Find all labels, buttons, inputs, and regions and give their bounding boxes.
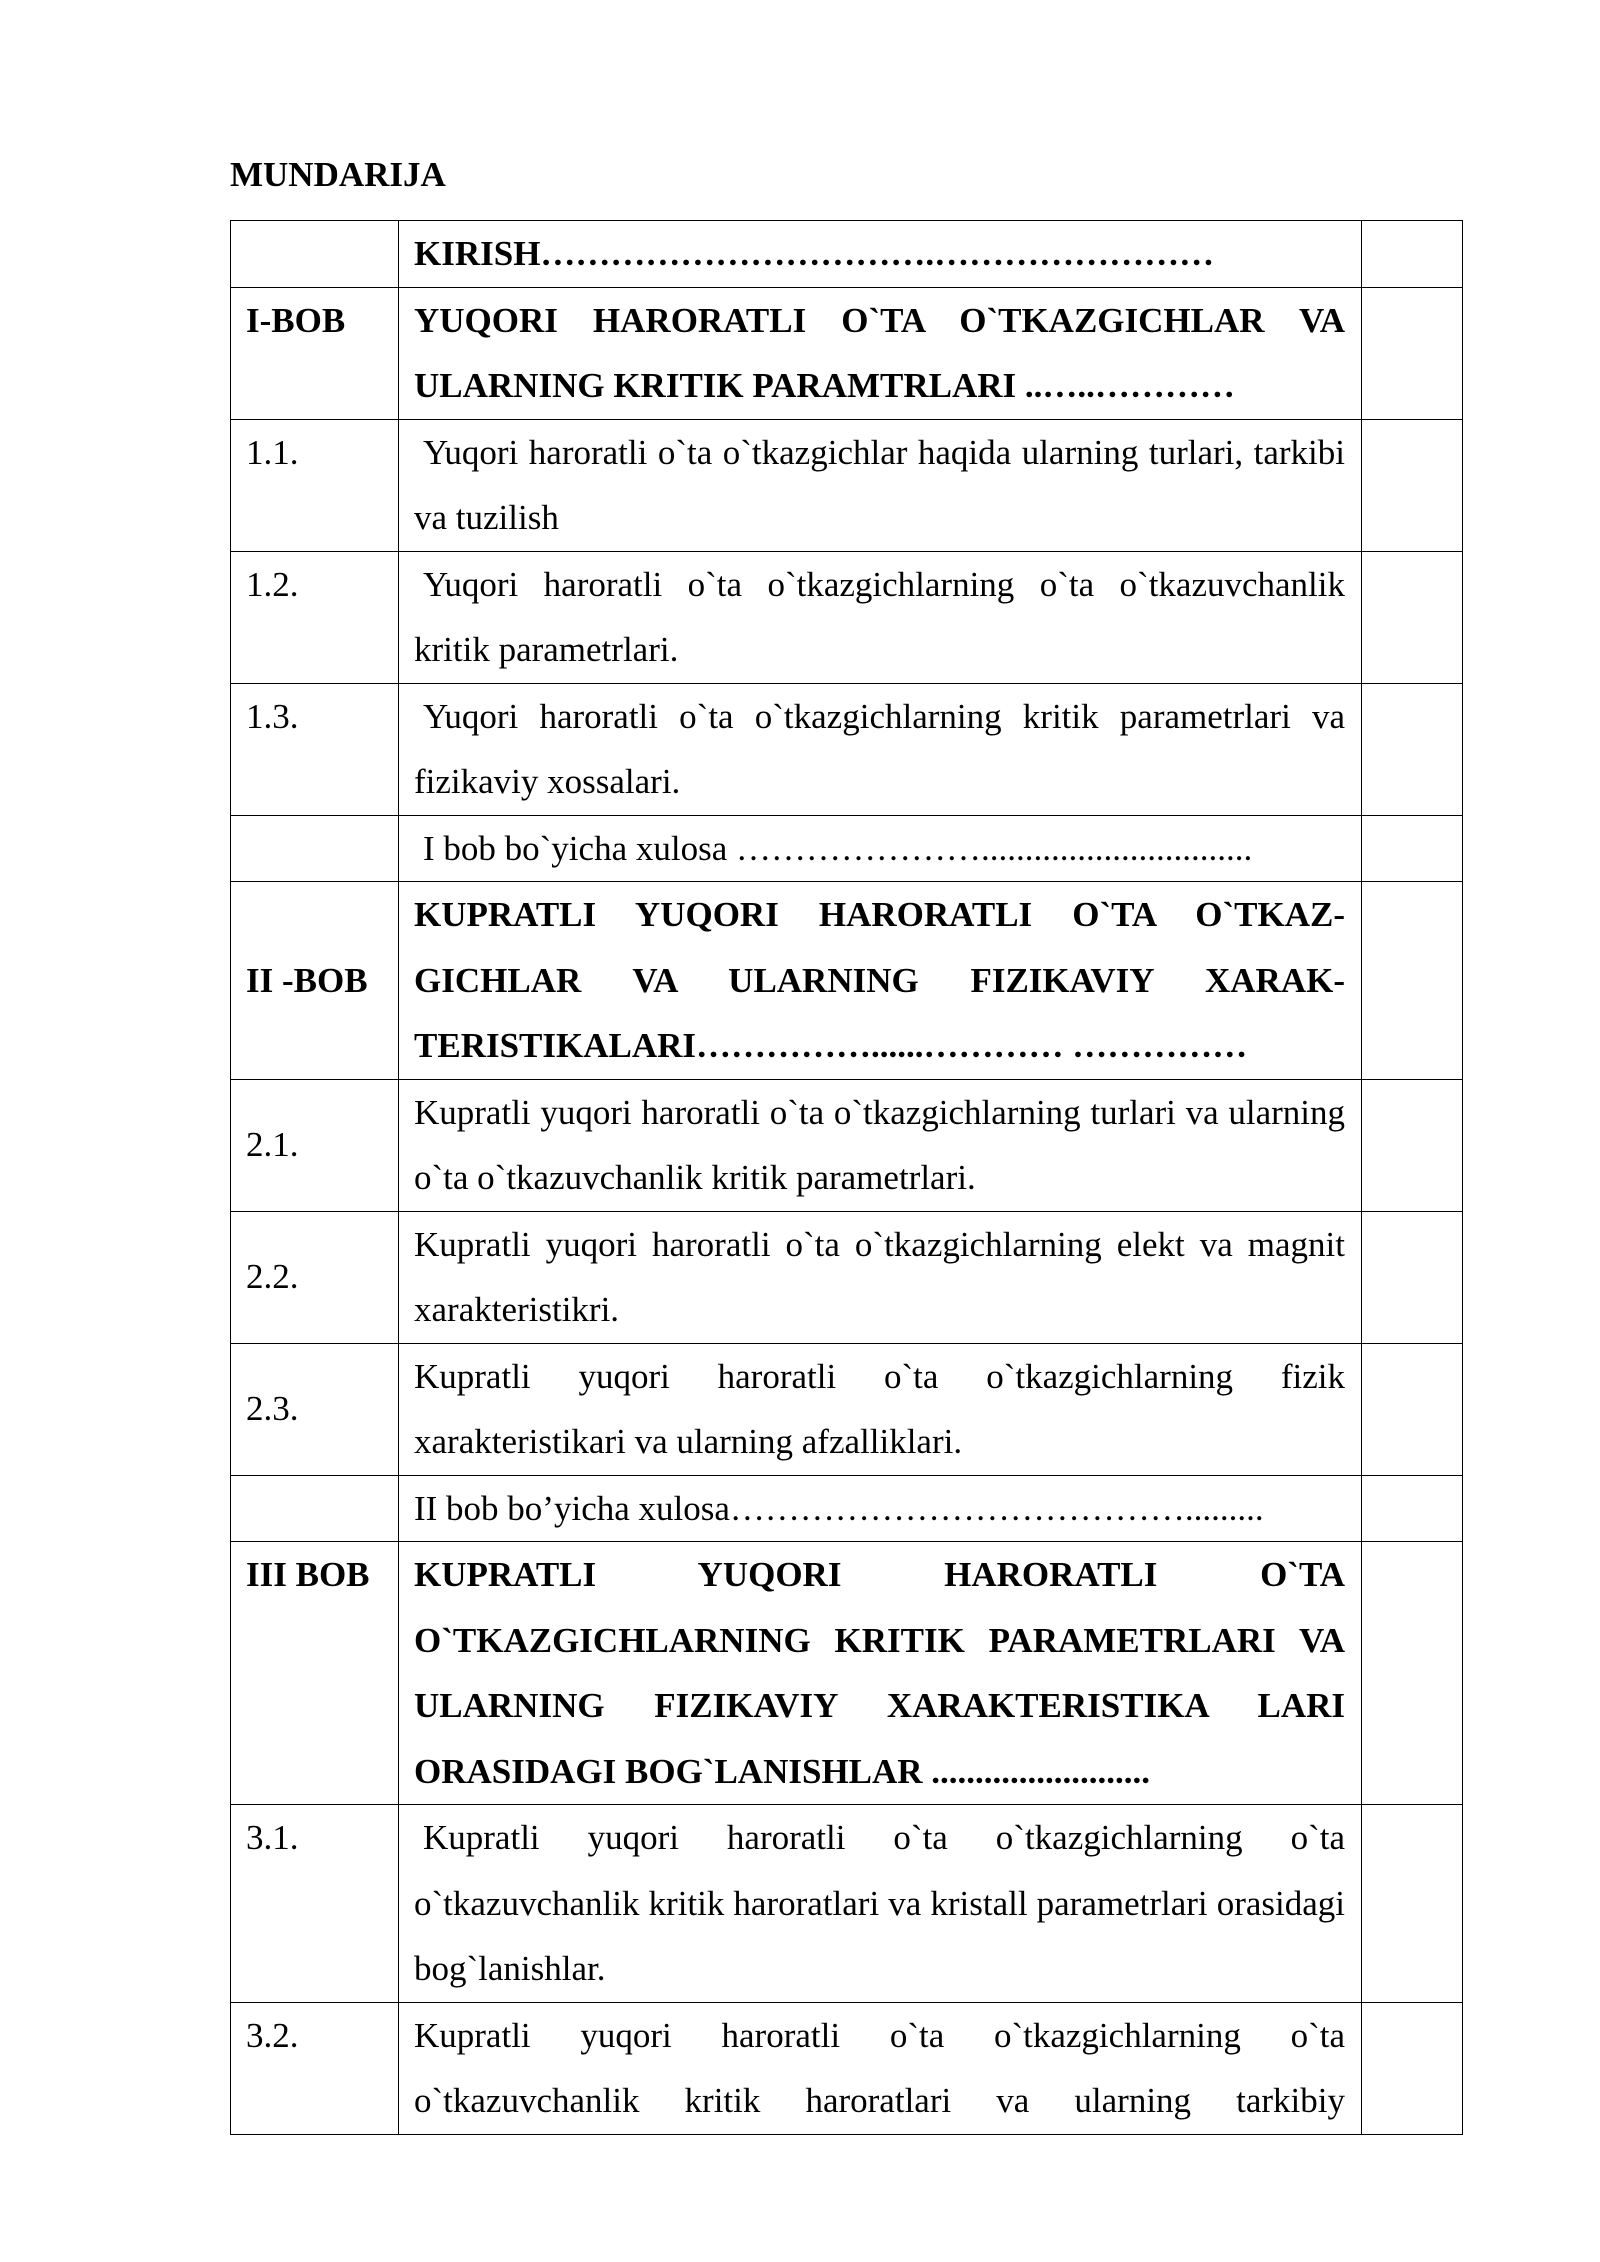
- toc-title-text: Yuqori haroratli o`ta o`tkazgichlarning o`ta o`tkazuvchanlik kritik parametrlari.: [414, 564, 1345, 669]
- toc-title-text: KUPRATLI YUQORI HARORATLI O`TA O`TKAZ-GICHLAR VA ULARNING FIZIKAVIY XARAK-TERISTIKALARI……………......………… ……………: [414, 895, 1345, 1065]
- page-title: MUNDARIJA: [230, 155, 446, 194]
- toc-title[interactable]: [399, 1211, 1362, 1343]
- toc-row-2-3: [231, 1343, 1463, 1475]
- toc-title[interactable]: [399, 419, 1362, 551]
- toc-row-summary-1: [231, 815, 1463, 882]
- toc-page-cell: [1362, 2002, 1463, 2134]
- toc-number: I-BOB: [231, 287, 399, 419]
- toc-page-cell: [1362, 882, 1463, 1080]
- toc-row-3-2: [231, 2002, 1463, 2134]
- toc-number: [231, 1475, 399, 1542]
- toc-title[interactable]: [399, 1805, 1362, 2003]
- toc-row-2-1: [231, 1079, 1463, 1211]
- toc-title[interactable]: [399, 683, 1362, 815]
- toc-number: 1.1.: [231, 419, 399, 551]
- toc-page-cell: [1362, 1542, 1463, 1805]
- toc-title-text: II bob bo’yicha xulosa………………………………….........: [414, 1488, 1264, 1528]
- toc-title[interactable]: [399, 2002, 1362, 2134]
- toc-row-chapter-2: [231, 882, 1463, 1080]
- toc-title-text: Kupratli yuqori haroratli o`ta o`tkazgichlarning o`ta o`tkazuvchanlik kritik haroratlari va ularning tarkibiy: [414, 2015, 1345, 2120]
- toc-row-kirish: [231, 221, 1463, 288]
- toc-title[interactable]: [399, 815, 1362, 882]
- toc-title-text: Kupratli yuqori haroratli o`ta o`tkazgichlarning fizik xarakteristikari va ularning afzalliklari.: [414, 1356, 1345, 1461]
- toc-title-text: Kupratli yuqori haroratli o`ta o`tkazgichlarning o`ta o`tkazuvchanlik kritik haroratlari va kristall parametrlari orasidagi bog`lanishlar.: [414, 1818, 1345, 1988]
- toc-page-cell: [1362, 1211, 1463, 1343]
- toc-page-cell: [1362, 1475, 1463, 1542]
- toc-number: 3.1.: [231, 1805, 399, 2003]
- toc-page-cell: [1362, 287, 1463, 419]
- toc-number: [231, 815, 399, 882]
- toc-title[interactable]: [399, 1079, 1362, 1211]
- toc-row-summary-2: [231, 1475, 1463, 1542]
- toc-number: 3.2.: [231, 2002, 399, 2134]
- toc-number: 2.2.: [231, 1211, 399, 1343]
- toc-title[interactable]: [399, 221, 1362, 288]
- toc-number: 2.1.: [231, 1079, 399, 1211]
- toc-title[interactable]: [399, 1542, 1362, 1805]
- toc-title-text: KIRISH…………………………….……………………: [414, 234, 1215, 273]
- toc-row-3-1: [231, 1805, 1463, 2003]
- toc-number: 1.2.: [231, 551, 399, 683]
- toc-row-chapter-1: [231, 287, 1463, 419]
- toc-title-text: I bob bo`yicha xulosa …………………...............................: [423, 828, 1253, 868]
- toc-title-text: YUQORI HARORATLI O`TA O`TKAZGICHLAR VA ULARNING KRITIK PARAMTRLARI ..…..…………: [414, 300, 1345, 405]
- toc-title[interactable]: [399, 287, 1362, 419]
- toc-row-1-1: [231, 419, 1463, 551]
- toc-number: [231, 221, 399, 288]
- toc-title-text: Yuqori haroratli o`ta o`tkazgichlar haqida ularning turlari, tarkibi va tuzilish: [414, 432, 1345, 537]
- table-of-contents: [230, 220, 1463, 2135]
- toc-title[interactable]: [399, 1343, 1362, 1475]
- toc-number: II -BOB: [231, 882, 399, 1080]
- toc-row-chapter-3: [231, 1542, 1463, 1805]
- toc-row-2-2: [231, 1211, 1463, 1343]
- toc-page-cell: [1362, 1079, 1463, 1211]
- toc-page-cell: [1362, 815, 1463, 882]
- toc-number: 1.3.: [231, 683, 399, 815]
- toc-row-1-2: [231, 551, 1463, 683]
- toc-page-cell: [1362, 221, 1463, 288]
- toc-page-cell: [1362, 1805, 1463, 2003]
- toc-title-text: KUPRATLI YUQORI HARORATLI O`TA O`TKAZGICHLARNING KRITIK PARAMETRLARI VA ULARNING FIZIKAVIY XARAKTERISTIKA LARI ORASIDAGI BOG`LANISHLAR .........................: [414, 1555, 1345, 1791]
- toc-title[interactable]: [399, 882, 1362, 1080]
- toc-title[interactable]: [399, 551, 1362, 683]
- toc-page-cell: [1362, 683, 1463, 815]
- toc-number: III BOB: [231, 1542, 399, 1805]
- toc-number: 2.3.: [231, 1343, 399, 1475]
- toc-page-cell: [1362, 551, 1463, 683]
- toc-page-cell: [1362, 1343, 1463, 1475]
- toc-title[interactable]: [399, 1475, 1362, 1542]
- toc-title-text: Kupratli yuqori haroratli o`ta o`tkazgichlarning elekt va magnit xarakteristikri.: [414, 1224, 1345, 1329]
- toc-page-cell: [1362, 419, 1463, 551]
- toc-row-1-3: [231, 683, 1463, 815]
- toc-title-text: Kupratli yuqori haroratli o`ta o`tkazgichlarning turlari va ularning o`ta o`tkazuvchanlik kritik parametrlari.: [414, 1092, 1345, 1197]
- toc-title-text: Yuqori haroratli o`ta o`tkazgichlarning kritik parametrlari va fizikaviy xossalari.: [414, 696, 1345, 801]
